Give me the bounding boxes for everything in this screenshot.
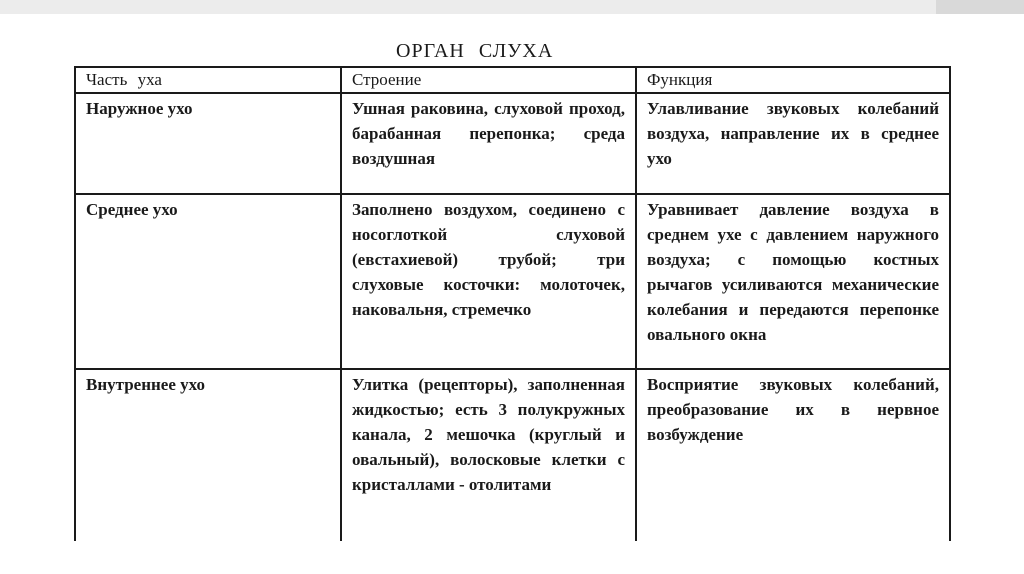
table-row — [75, 369, 950, 548]
slide-bottom-margin — [0, 541, 1024, 574]
cell-part: Внутреннее ухо — [75, 369, 341, 548]
header-function: Функция — [636, 67, 950, 93]
cell-function: Уравнивает давление воздуха в среднем ухе с давлением наружного воздуха; с помощью костных рычагов усиливаются механические колебания и передаются перепонке овального окна — [636, 194, 950, 369]
cell-structure: Заполнено воздухом, соединено с носоглоткой слуховой (евстахиевой) трубой; три слуховые косточки: молоточек, наковальня, стремечко — [341, 194, 636, 369]
cell-function: Восприятие звуковых колебаний, преобразование их в нервное возбуждение — [636, 369, 950, 548]
cell-function: Улавливание звуковых колебаний воздуха, направление их в среднее ухо — [636, 93, 950, 194]
header-part: Часть уха — [75, 67, 341, 93]
cell-part: Наружное ухо — [75, 93, 341, 194]
header-structure: Строение — [341, 67, 636, 93]
table-row — [75, 93, 950, 194]
slide-top-bar — [0, 0, 1024, 14]
cell-structure: Ушная раковина, слуховой проход, барабанная перепонка; среда воздушная — [341, 93, 636, 194]
cell-part: Среднее ухо — [75, 194, 341, 369]
cell-structure: Улитка (рецепторы), заполненная жидкостью; есть 3 полукружных канала, 2 мешочка (круглый и овальный), волосковые клетки с кристаллами - отолитами — [341, 369, 636, 548]
ear-table — [74, 66, 951, 548]
page-title: ОРГАН СЛУХА — [396, 40, 554, 62]
table-row — [75, 194, 950, 369]
slide-top-accent — [936, 0, 1024, 14]
table-header-row — [75, 67, 950, 93]
